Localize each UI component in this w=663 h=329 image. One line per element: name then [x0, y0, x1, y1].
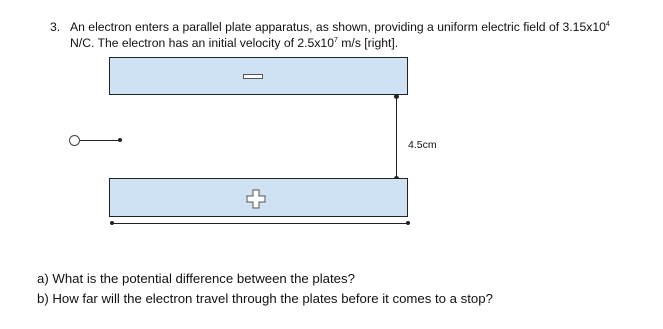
question-line-2-text: N/C. The electron has an initial velocity of 2.5x10	[70, 36, 334, 50]
question-line-2	[70, 35, 398, 51]
minus-icon	[243, 74, 263, 79]
velocity-arrow	[80, 140, 120, 141]
plus-icon	[246, 189, 266, 209]
negative-plate	[109, 57, 408, 95]
plate-separation-label: 4.5cm	[408, 139, 437, 151]
field-exponent: 4	[605, 21, 610, 28]
question-line-1	[70, 19, 610, 35]
velocity-arrow-tip	[118, 138, 122, 142]
part-b-question: b) How far will the electron travel through the plates before it comes to a stop?	[37, 291, 493, 306]
question-line-2-end: m/s [right].	[337, 36, 399, 50]
part-a-question: a) What is the potential difference between the plates?	[37, 271, 355, 286]
positive-plate	[109, 178, 408, 217]
question-number: 3.	[50, 20, 61, 34]
velocity-exponent: 7	[333, 37, 338, 44]
plate-separation-line	[396, 96, 397, 178]
plate-length-line	[111, 223, 409, 224]
question-line-1-text: An electron enters a parallel plate apparatus, as shown, providing a uniform electric field of 3.15x10	[70, 20, 606, 34]
plate-length-marker-right	[406, 221, 410, 225]
electron-icon	[69, 135, 80, 146]
